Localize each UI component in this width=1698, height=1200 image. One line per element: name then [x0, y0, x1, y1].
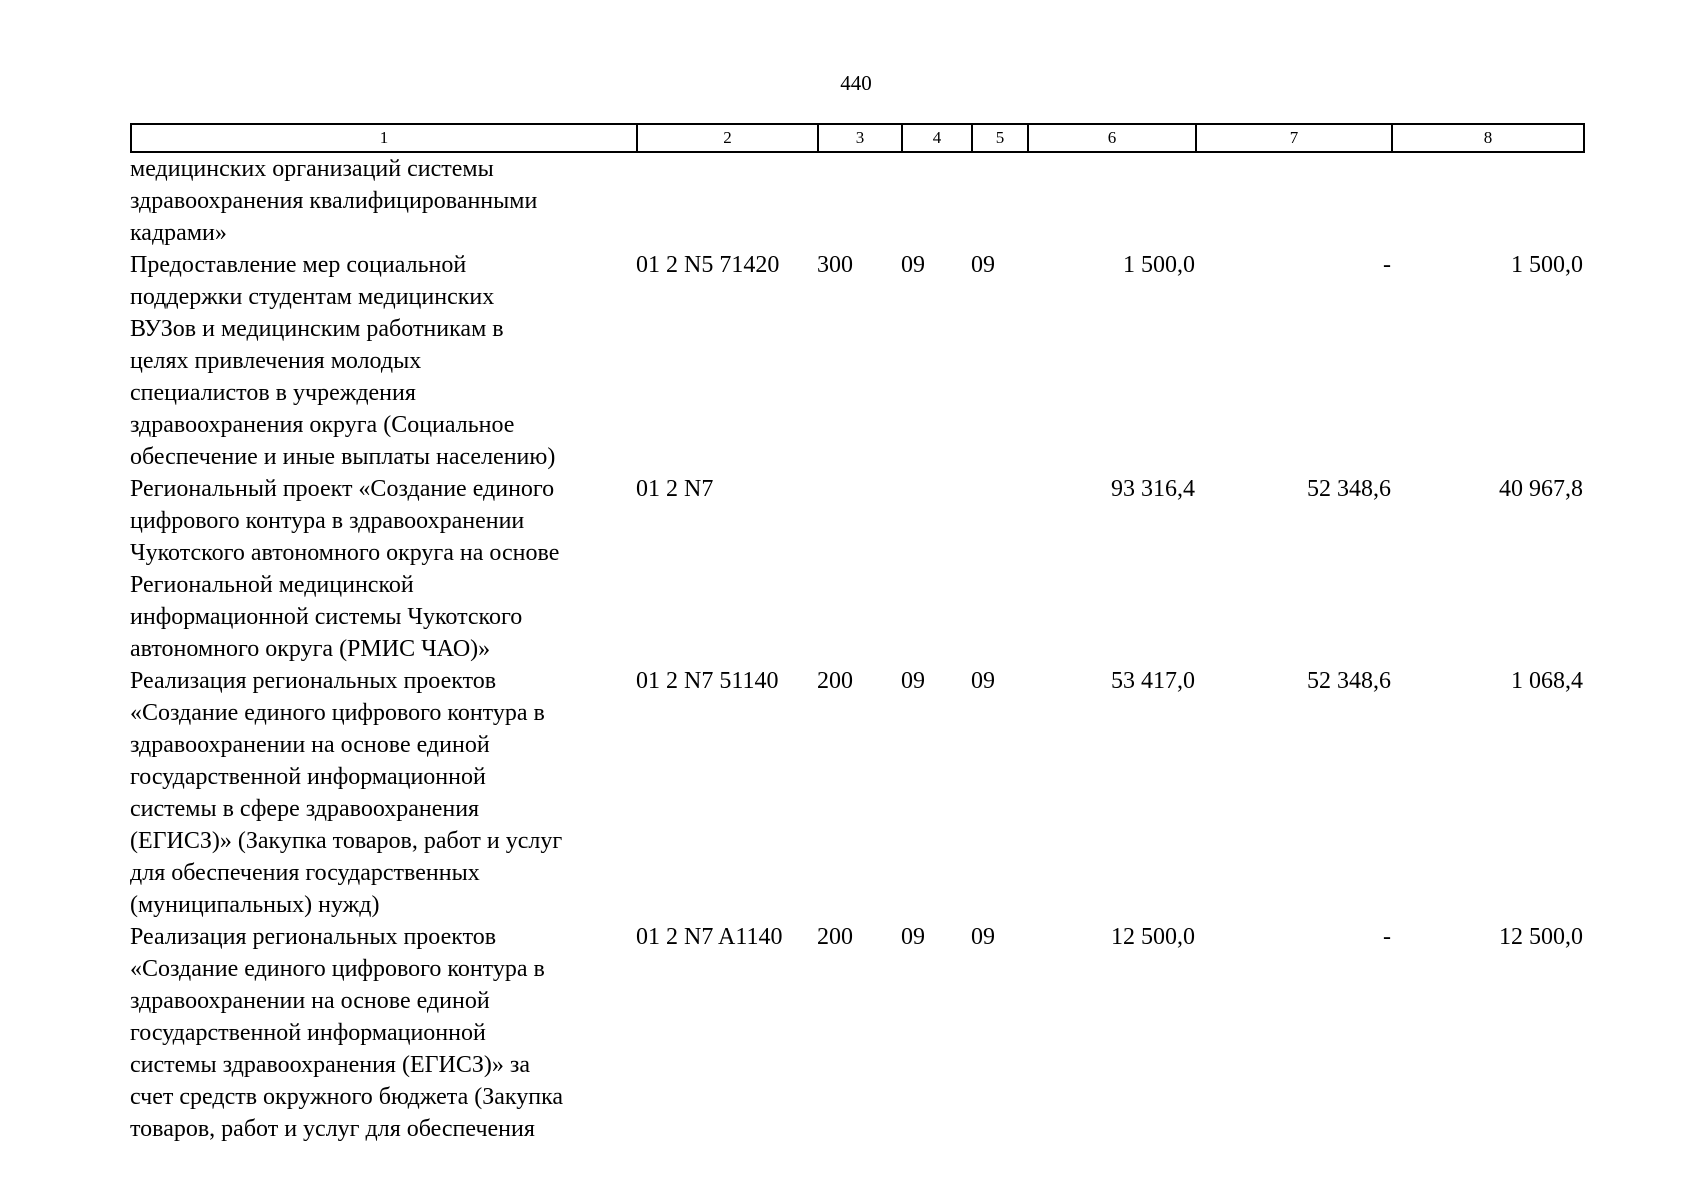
row-total [1027, 153, 1195, 249]
row-section: 09 [901, 924, 925, 950]
row-target-code: 01 2 N5 71420 [636, 252, 780, 278]
row-name: медицинских организаций системы здравоохранения квалифицированными кадрами» [130, 156, 538, 246]
table-row [130, 921, 1583, 1145]
table-row [130, 153, 1583, 249]
row-name: Реализация региональных проектов «Создание единого цифрового контура в здравоохранении на основе единой государственной информационной системы здравоохранения (ЕГИСЗ)» за счет средств окружного бюджета (Закупка товаров, работ и услуг для обеспечения [130, 924, 564, 1142]
row-subsection: 09 [971, 668, 995, 694]
table-row [130, 473, 1583, 665]
row-subsection: 09 [971, 252, 995, 278]
row-section: 09 [901, 252, 925, 278]
row-expense-type: 200 [817, 924, 853, 950]
row-name: Предоставление мер социальной поддержки студентам медицинских ВУЗов и медицинским работникам в целях привлечения молодых специалистов в учреждения здравоохранения округа (Социальное обеспечение и иные выплаты населению) [130, 252, 556, 470]
row-target-code: 01 2 N7 A1140 [636, 924, 783, 950]
row-section: 09 [901, 668, 925, 694]
header-col-6: 6 [1028, 124, 1196, 152]
header-col-2: 2 [637, 124, 818, 152]
row-total: 93 316,4 [1111, 476, 1195, 502]
row-federal: - [1383, 252, 1391, 278]
header-col-8: 8 [1392, 124, 1584, 152]
row-section [901, 473, 971, 665]
row-total: 1 500,0 [1123, 252, 1195, 278]
row-federal [1195, 153, 1391, 249]
row-name: Реализация региональных проектов «Создание единого цифрового контура в здравоохранении на основе единой государственной информационной системы в сфере здравоохранения (ЕГИСЗ)» (Закупка товаров, работ и услуг для обеспечения государственных (муниципальных) нужд) [130, 668, 563, 918]
row-regional: 40 967,8 [1499, 476, 1583, 502]
row-regional: 1 068,4 [1511, 668, 1583, 694]
row-subsection [971, 153, 1027, 249]
header-row [131, 124, 1584, 152]
header-col-4: 4 [902, 124, 972, 152]
table-row [130, 665, 1583, 921]
header-col-1: 1 [131, 124, 637, 152]
row-expense-type [817, 473, 901, 665]
row-expense-type: 300 [817, 252, 853, 278]
row-target-code: 01 2 N7 51140 [636, 668, 779, 694]
row-target-code: 01 2 N7 [636, 476, 714, 502]
header-col-3: 3 [818, 124, 902, 152]
row-total: 53 417,0 [1111, 668, 1195, 694]
row-regional [1391, 153, 1583, 249]
row-total: 12 500,0 [1111, 924, 1195, 950]
row-federal: 52 348,6 [1307, 476, 1391, 502]
row-regional: 12 500,0 [1499, 924, 1583, 950]
table-row [130, 249, 1583, 473]
page-number: 440 [840, 71, 872, 95]
row-section [901, 153, 971, 249]
row-federal: 52 348,6 [1307, 668, 1391, 694]
row-subsection [971, 473, 1027, 665]
row-expense-type [817, 153, 901, 249]
header-col-5: 5 [972, 124, 1028, 152]
row-name: Региональный проект «Создание единого цифрового контура в здравоохранении Чукотского автономного округа на основе Региональной медицинской информационной системы Чукотского автономного округа (РМИС ЧАО)» [130, 476, 560, 662]
row-regional: 1 500,0 [1511, 252, 1583, 278]
row-subsection: 09 [971, 924, 995, 950]
header-col-7: 7 [1196, 124, 1392, 152]
budget-table-body [130, 153, 1583, 1145]
column-number-header [130, 123, 1585, 153]
row-expense-type: 200 [817, 668, 853, 694]
row-federal: - [1383, 924, 1391, 950]
row-target-code [636, 153, 817, 249]
